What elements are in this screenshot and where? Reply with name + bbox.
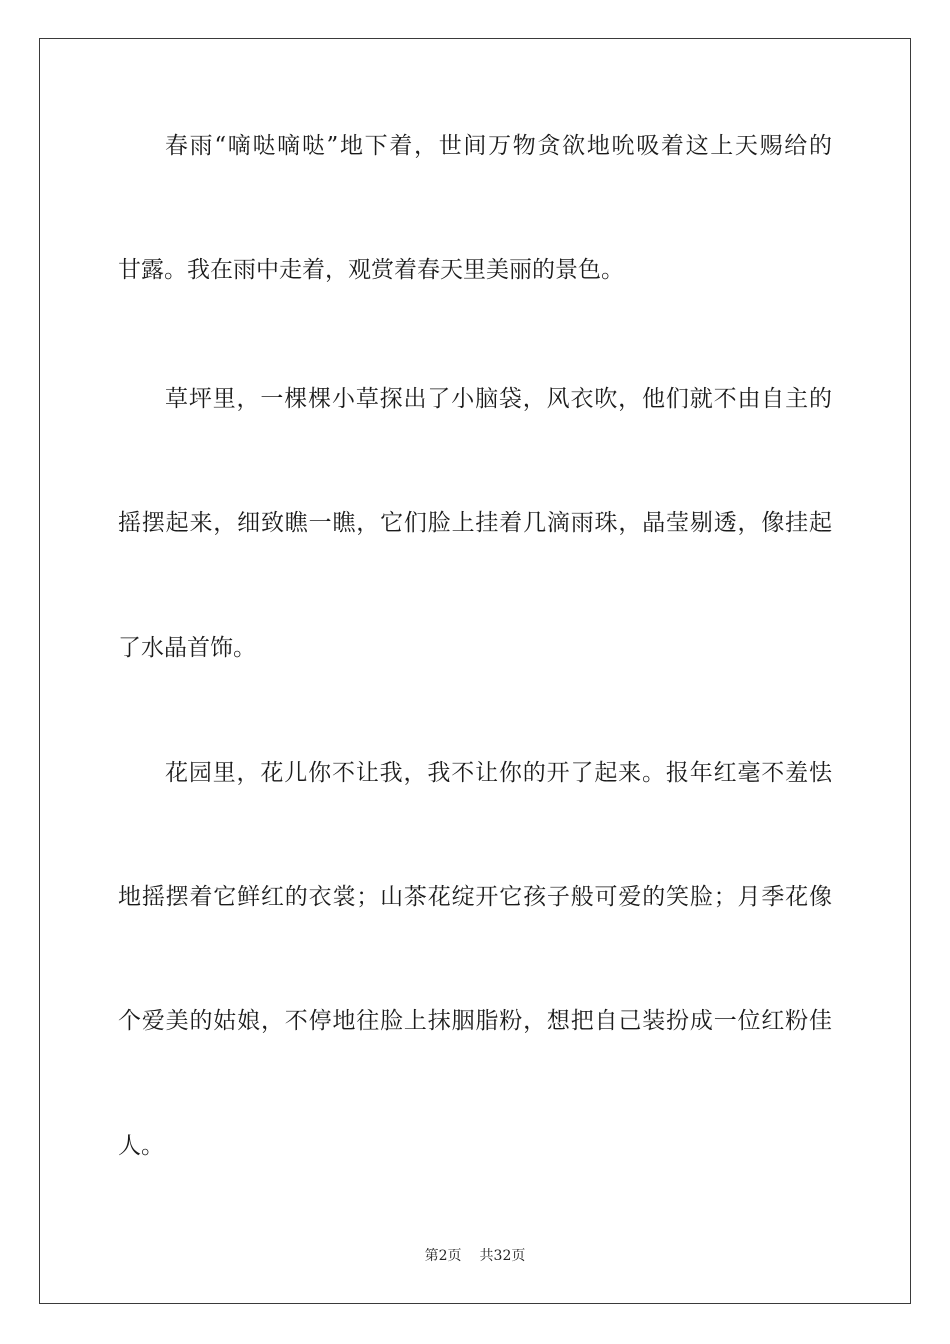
paragraph-3-line-3: 个爱美的姑娘，不停地往脸上抹胭脂粉，想把自己装扮成一位红粉佳	[118, 1008, 832, 1034]
paragraph-3-line-4: 人。	[118, 1133, 164, 1159]
paragraph-2-line-3: 了水晶首饰。	[118, 635, 256, 661]
paragraph-2-line-2: 摇摆起来，细致瞧一瞧，它们脸上挂着几滴雨珠，晶莹剔透，像挂起	[118, 510, 832, 536]
paragraph-1-line-1: 春雨“嘀哒嘀哒”地下着，世间万物贪欲地吮吸着这上天赐给的	[165, 133, 832, 159]
paragraph-2-line-1: 草坪里，一棵棵小草探出了小脑袋，风衣吹，他们就不由自主的	[165, 386, 832, 412]
paragraph-3-line-1: 花园里，花儿你不让我，我不让你的开了起来。报年红毫不羞怯	[165, 760, 832, 786]
page-total: 共32页	[479, 1248, 526, 1264]
page-border	[39, 38, 911, 1304]
page-footer	[0, 1247, 950, 1265]
paragraph-3-line-2: 地摇摆着它鲜红的衣裳；山茶花绽开它孩子般可爱的笑脸；月季花像	[118, 884, 832, 910]
page-number: 第2页	[424, 1248, 462, 1264]
paragraph-1-line-2: 甘露。我在雨中走着，观赏着春天里美丽的景色。	[118, 257, 624, 283]
